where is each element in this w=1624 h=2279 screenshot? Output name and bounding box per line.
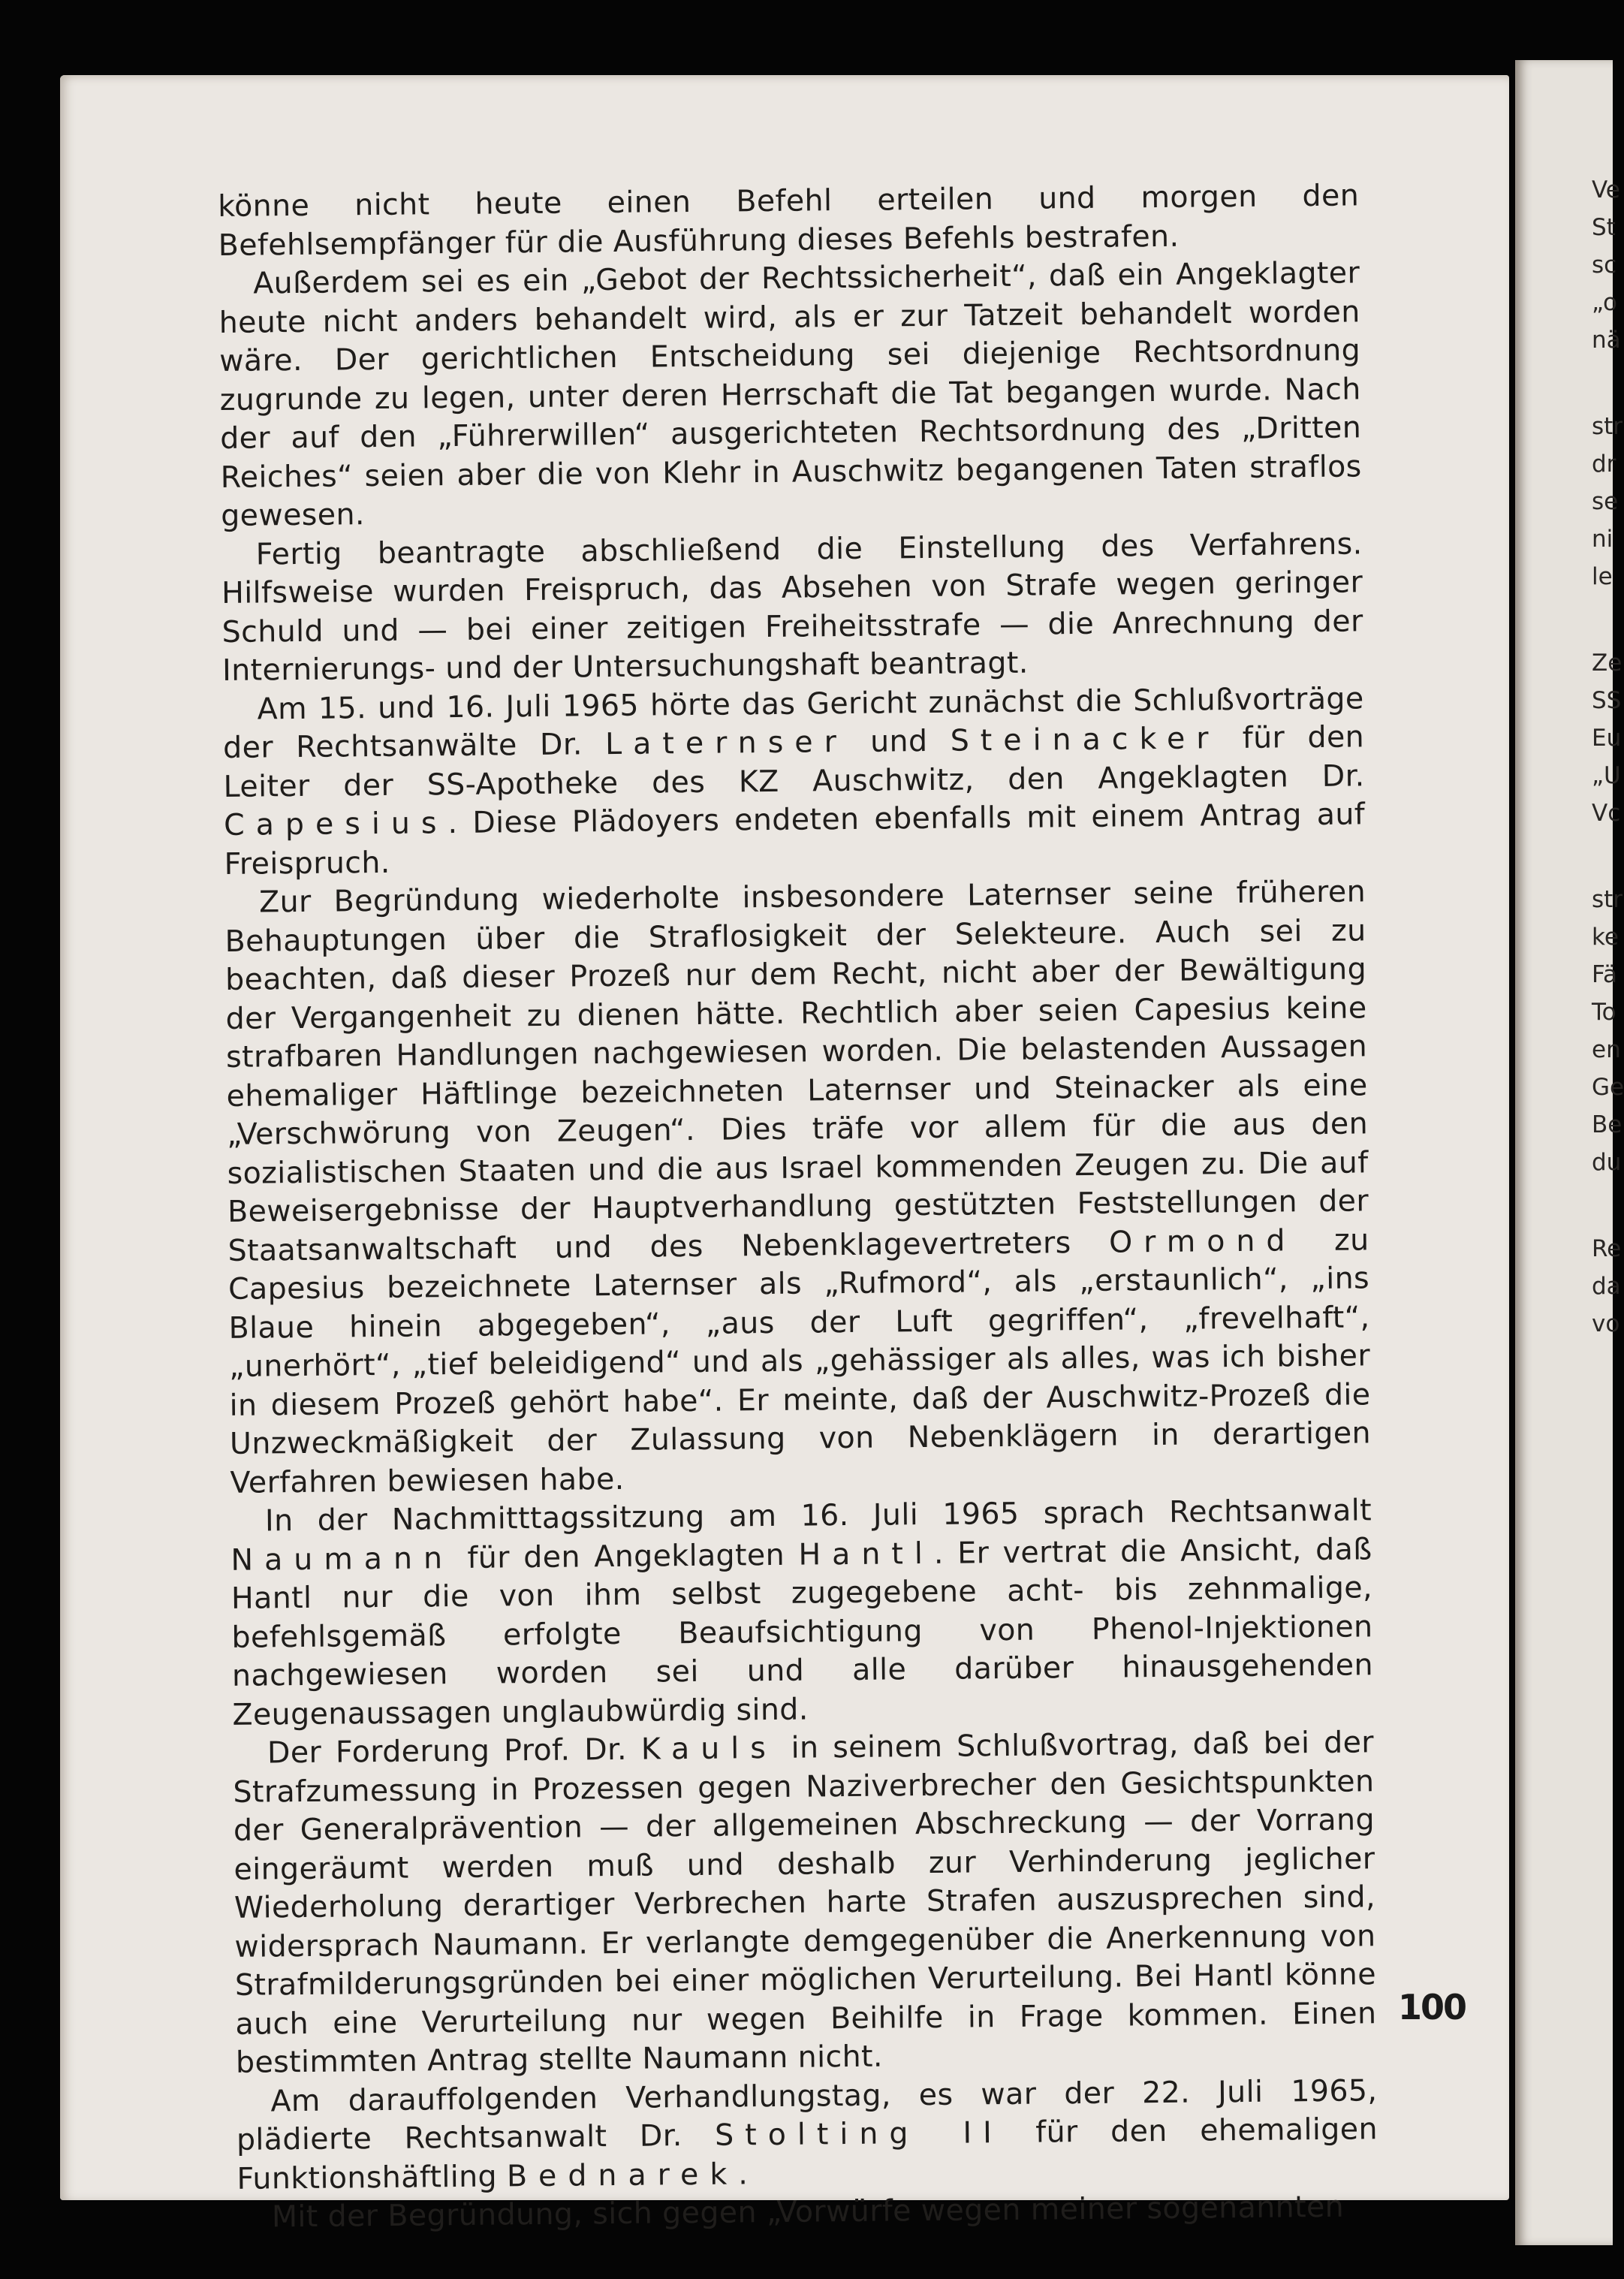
paragraph: könne nicht heute einen Befehl erteilen und morgen den Befehlsempfänger für die Ausführung dieses Befehls bestrafen. [218,178,1360,263]
next-page-fragment: Be [1592,1111,1622,1138]
body-text [218,176,1378,2237]
next-page-fragment: str [1592,413,1623,440]
next-page-fragment: le [1592,563,1613,590]
next-page-fragment: Fä [1592,961,1617,988]
next-page-fragment: ni [1592,526,1613,553]
next-page-fragment: en [1592,1036,1621,1063]
next-page-fragment: Ze [1592,650,1622,677]
paragraph: Am darauffolgenden Verhandlungstag, es war der 22. Juli 1965, plädierte Rechtsanwalt Dr. Stolting II für den ehemaligen Funktionshäftling Bednarek. [236,2073,1378,2196]
next-page-fragment: Ve [1592,176,1620,203]
paragraph: Mit der Begründung, sich gegen „Vorwürfe wegen meiner sogenannten [271,2189,1345,2235]
spaced-name: Ormond [1108,1222,1297,1260]
next-page-fragment: str [1592,886,1623,913]
paragraph: In der Nachmitttagssitzung am 16. Juli 1965 sprach Rechtsanwalt Naumann für den Angeklagten Hantl. Er vertrat die Ansicht, daß Hantl nur die von ihm selbst zugegebene acht- bis zehnmalige, befehlsgemäß erfolgte Beaufsichtigung von Phenol-Injektionen nachgewiesen worden sei und alle darüber hinausgehenden Zeugenaussagen unglaubwürdig sind. [230,1493,1374,1732]
spaced-name: Kauls [640,1730,778,1767]
next-page-fragment: To [1592,999,1616,1026]
spaced-name: Naumann [230,1540,454,1578]
next-page-fragment: se [1592,488,1619,515]
next-page-edge [1515,60,1624,2245]
spaced-name: Capesius [223,806,448,843]
paragraph: Zur Begründung wiederholte insbesondere Laternser seine früheren Behauptungen über die Straflosigkeit der Selekteure. Auch sei zu beachten, daß dieser Prozeß nur dem Recht, nicht aber der Bewältigung der Vergangenheit zu dienen hätte. Rechtlich aber seien Capesius keine strafbaren Handlungen nachgewiesen worden. Die belastenden Aussagen ehemaliger Häftlinge bezeichneten Laternser und Steinacker als eine „Verschwörung von Zeugen“. Dies träfe vor allem für die aus den sozialistischen Staaten und die aus Israel kommenden Zeugen zu. Die auf Beweisergebnisse der Hauptverhandlung gestützten Feststellungen der Staatsanwaltschaft und des Nebenklagevertreters Ormond zu Capesius bezeichnete Laternser als „Rufmord“, als „erstaunlich“, „ins Blaue hinein abgegeben“, „aus der Luft gegriffen“, „frevelhaft“, „unerhört“, „tief beleidigend“ und als „gehässiger als alles, was ich bisher in diesem Prozeß gehört habe“. Er meinte, daß der Auschwitz-Prozeß die Unzweckmäßigkeit der Zulassung von Nebenklägern in derartigen Verfahren bewiesen habe. [224,874,1372,1500]
spaced-name: Bednarek [506,2156,739,2193]
next-page-fragment: Re [1592,1235,1622,1262]
next-page-fragment: ke [1592,924,1619,951]
next-page-fragment: St [1592,214,1616,241]
spaced-name: Hantl [798,1536,935,1572]
next-page-fragment: nä [1592,327,1621,354]
spaced-name: Steinacker [950,721,1220,758]
next-page-fragment: „o [1592,289,1617,316]
next-page-fragment: vo [1592,1310,1620,1337]
next-page-fragment: dr [1592,451,1616,478]
next-page-fragment: „U [1592,762,1621,789]
paragraph: Am 15. und 16. Juli 1965 hörte das Gericht zunächst die Schlußvorträge der Rechtsanwälte Dr. Laternser und Steinacker für den Leiter der SS-Apotheke des KZ Auschwitz, den Angeklagten Dr. Capesius. Diese Plädoyers endeten ebenfalls mit einem Antrag auf Freispruch. [222,680,1366,882]
next-page-fragment: sc [1592,252,1617,279]
next-page-fragment: du [1592,1149,1622,1176]
next-page-fragment: Ge [1592,1074,1624,1101]
spaced-name: Laternser [604,724,848,762]
paragraph: Außerdem sei es ein „Gebot der Rechtssicherheit“, daß ein Angeklagter heute nicht anders behandelt wird, als er zur Tatzeit behandelt worden wäre. Der gerichtlichen Entscheidung sei diejenige Rechtsordnung zugrunde zu legen, unter deren Herrschaft die Tat begangen wurde. Nach der auf den „Führerwillen“ ausgerichteten Rechtsordnung des „Dritten Reiches“ seien aber die von Klehr in Auschwitz begangenen Taten straflos gewesen. [218,255,1362,533]
next-page-fragment: Vc [1592,800,1621,827]
page-number: 100 [1398,1987,1466,2027]
spaced-name: Stolting II [714,2115,1004,2153]
next-page-fragment: da [1592,1273,1621,1300]
paragraph: Fertig beantragte abschließend die Einstellung des Verfahrens. Hilfsweise wurden Freispruch, das Absehen von Strafe wegen geringer Schuld und — bei einer zeitigen Freiheitsstrafe — die Anrechnung der Internierungs- und der Untersuchungshaft beantragt. [221,526,1363,688]
paragraph: Der Forderung Prof. Dr. Kauls in seinem Schlußvortrag, daß bei der Strafzumessung in Prozessen gegen Naziverbrecher den Gesichtspunkten der Generalprävention — der allgemeinen Abschreckung — der Vorrang eingeräumt werden muß und deshalb zur Verhinderung jeglicher Wiederholung derartiger Verbrechen harte Strafen auszusprechen sind, widersprach Naumann. Er verlangte demgegenüber die Anerkennung von Strafmilderungsgründen bei einer möglichen Verurteilung. Bei Hantl könne auch eine Verurteilung nur wegen Beihilfe in Frage kommen. Einen bestimmten Antrag stellte Naumann nicht. [233,1725,1377,2080]
next-page-fragment: Eu [1592,725,1622,752]
next-page-fragment: SS [1592,687,1622,714]
